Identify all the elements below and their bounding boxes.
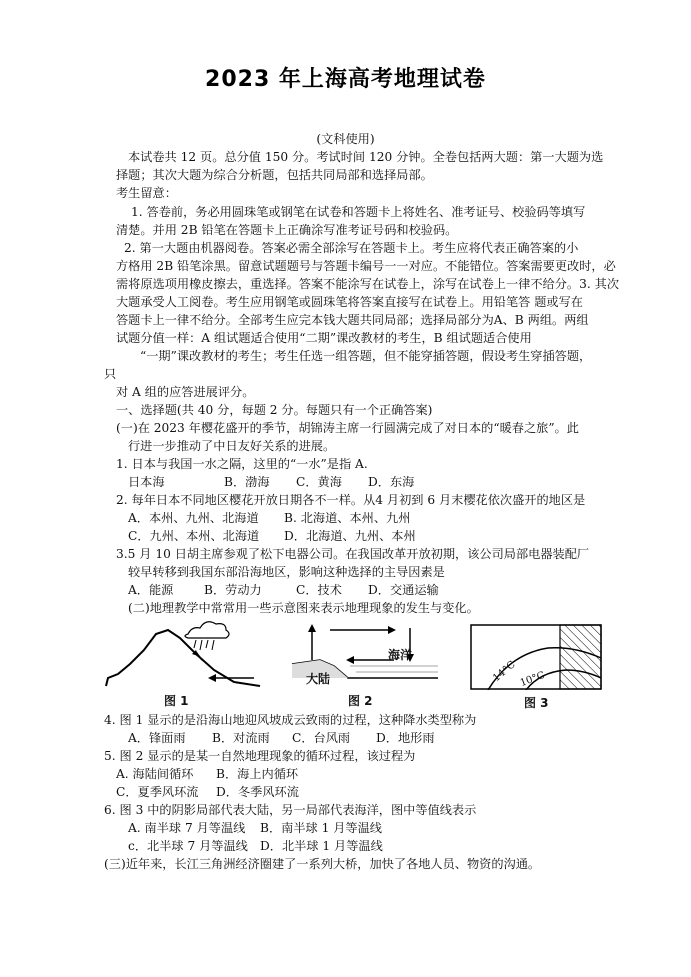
figure-1-label: 图 1 xyxy=(164,694,189,708)
question-3-stem: 较早转移到我国东部沿海地区，影响这种选择的主导因素是 xyxy=(128,565,445,579)
question-3-option-b: B．劳动力 xyxy=(204,583,262,597)
intro-line: 需将原选项用橡皮擦去，重选择。答案不能涂写在试卷上，涂写在试卷上一律不给分。3. 其次 xyxy=(116,277,620,291)
group-stem: (三)近年来，长江三角洲经济圈建了一系列大桥，加快了各地人员、物资的沟通。 xyxy=(104,857,541,871)
figure-2-land-label: 大陆 xyxy=(306,672,331,686)
question-6-option-c: c．北半球 7 月等温线 xyxy=(128,839,248,853)
intro-line: 清楚。并用 2B 铅笔在答题卡上正确涂写准考证号码和校验码。 xyxy=(116,223,458,237)
question-5-option-a: A. 海陆间循环 xyxy=(116,767,194,781)
figure-3-label: 图 3 xyxy=(524,696,549,710)
question-4-option-d: D．地形雨 xyxy=(376,731,435,745)
page-title: 2023 年上海高考地理试卷 xyxy=(205,67,486,92)
question-1-option-c: C．黄海 xyxy=(296,475,342,489)
question-2-option-c: C．九州、本州、北海道 xyxy=(128,529,260,543)
question-4-option-b: B．对流雨 xyxy=(212,731,270,745)
figure-3-isotherm-label: 10°C xyxy=(518,670,547,690)
question-4-stem: 4. 图 1 显示的是沿海山地迎风坡成云致雨的过程，这种降水类型称为 xyxy=(104,713,477,727)
question-6-option-b: B．南半球 1 月等温线 xyxy=(260,821,382,835)
question-3-stem: 3.5 月 10 日胡主席参观了松下电器公司。在我国改革开放初期，该公司局部电器装配厂 xyxy=(116,547,590,561)
intro-line: 1. 答卷前，务必用圆珠笔或钢笔在试卷和答题卡上将姓名、准考证号、校验码等填写 xyxy=(131,205,586,219)
question-5-stem: 5. 图 2 显示的是某一自然地理现象的循环过程，该过程为 xyxy=(104,749,416,763)
question-6-option-d: D．北半球 1 月等温线 xyxy=(260,839,383,853)
intro-line: 大题承受人工阅卷。考生应用钢笔或圆珠笔将答案直接写在试卷上。用铅笔答 题或写在 xyxy=(116,295,583,309)
question-5-option-b: B．海上内循环 xyxy=(216,767,299,781)
question-1-option-d: D．东海 xyxy=(368,475,415,489)
question-3-option-a: A．能源 xyxy=(128,583,174,597)
intro-line: 只 xyxy=(104,367,117,381)
question-2-option-d: D．北海道、九州、本州 xyxy=(284,529,416,543)
question-1-stem: 1. 日本与我国一水之隔，这里的“一水”是指 A. xyxy=(116,457,368,471)
question-1-option-a: 日本海 xyxy=(128,475,165,489)
figure-2-sea-label: 海洋 xyxy=(388,648,413,662)
question-5-option-c: C．夏季风环流 xyxy=(116,785,199,799)
question-2-option-a: A．本州、九州、北海道 xyxy=(128,511,259,525)
question-5-option-d: D．冬季风环流 xyxy=(216,785,299,799)
question-4-option-a: A．锋面雨 xyxy=(128,731,186,745)
section-heading: 一、选择题(共 40 分，每题 2 分。每题只有一个正确答案) xyxy=(116,403,433,417)
intro-line: 对 A 组的应答进展评分。 xyxy=(116,385,255,399)
intro-line: “一期”课改教材的考生；考生任选一组答题，但不能穿插答题，假设考生穿插答题， xyxy=(140,349,592,363)
intro-line: 方格用 2B 铅笔涂黑。留意试题题号与答题卡编号一一对应。不能错位。答案需要更改时，必 xyxy=(116,259,616,273)
question-1-option-b: B．渤海 xyxy=(224,475,270,489)
group-stem: (一)在 2023 年樱花盛开的季节，胡锦涛主席一行圆满完成了对日本的“暖春之旅”。此 xyxy=(116,421,579,435)
intro-line: 答题卡上一律不给分。全部考生应完本钱大题共同局部；选择局部分为A、B 两组。两组 xyxy=(116,313,589,327)
intro-line: 试题分值一样：A 组试题适合使用“二期”课改教材的考生，B 组试题适合使用 xyxy=(116,331,532,345)
figure-3-isotherm-label: 14°C xyxy=(491,659,518,684)
figure-2-label: 图 2 xyxy=(348,694,373,708)
question-4-option-c: C．台风雨 xyxy=(292,731,351,745)
question-6-stem: 6. 图 3 中的阴影局部代表大陆，另一局部代表海洋，图中等值线表示 xyxy=(104,803,477,817)
group-stem: (二)地理教学中常常用一些示意图来表示地理现象的发生与变化。 xyxy=(128,601,479,615)
question-3-option-d: D．交通运输 xyxy=(368,583,439,597)
question-2-stem: 2. 每年日本不同地区樱花开放日期各不一样。从4 月初到 6 月末樱花依次盛开的地区是 xyxy=(116,493,586,507)
question-6-option-a: A. 南半球 7 月等温线 xyxy=(128,821,246,835)
intro-line: 本试卷共 12 页。总分值 150 分。考试时间 120 分钟。全卷包括两大题：第一大题为选 xyxy=(128,150,604,164)
figure-1-diagram xyxy=(104,620,264,688)
intro-line: 考生留意： xyxy=(116,186,177,200)
subtitle: (文科使用) xyxy=(316,132,375,146)
question-3-option-c: C．技术 xyxy=(296,583,342,597)
intro-line: 择题；其次大题为综合分析题，包括共同局部和选择局部。 xyxy=(116,168,433,182)
question-2-option-b: B. 北海道、本州、九州 xyxy=(284,511,411,525)
group-stem: 行进一步推动了中日友好关系的进展。 xyxy=(128,439,336,453)
intro-line: 2. 第一大题由机器阅卷。答案必需全部涂写在答题卡上。考生应将代表正确答案的小 xyxy=(124,241,579,255)
